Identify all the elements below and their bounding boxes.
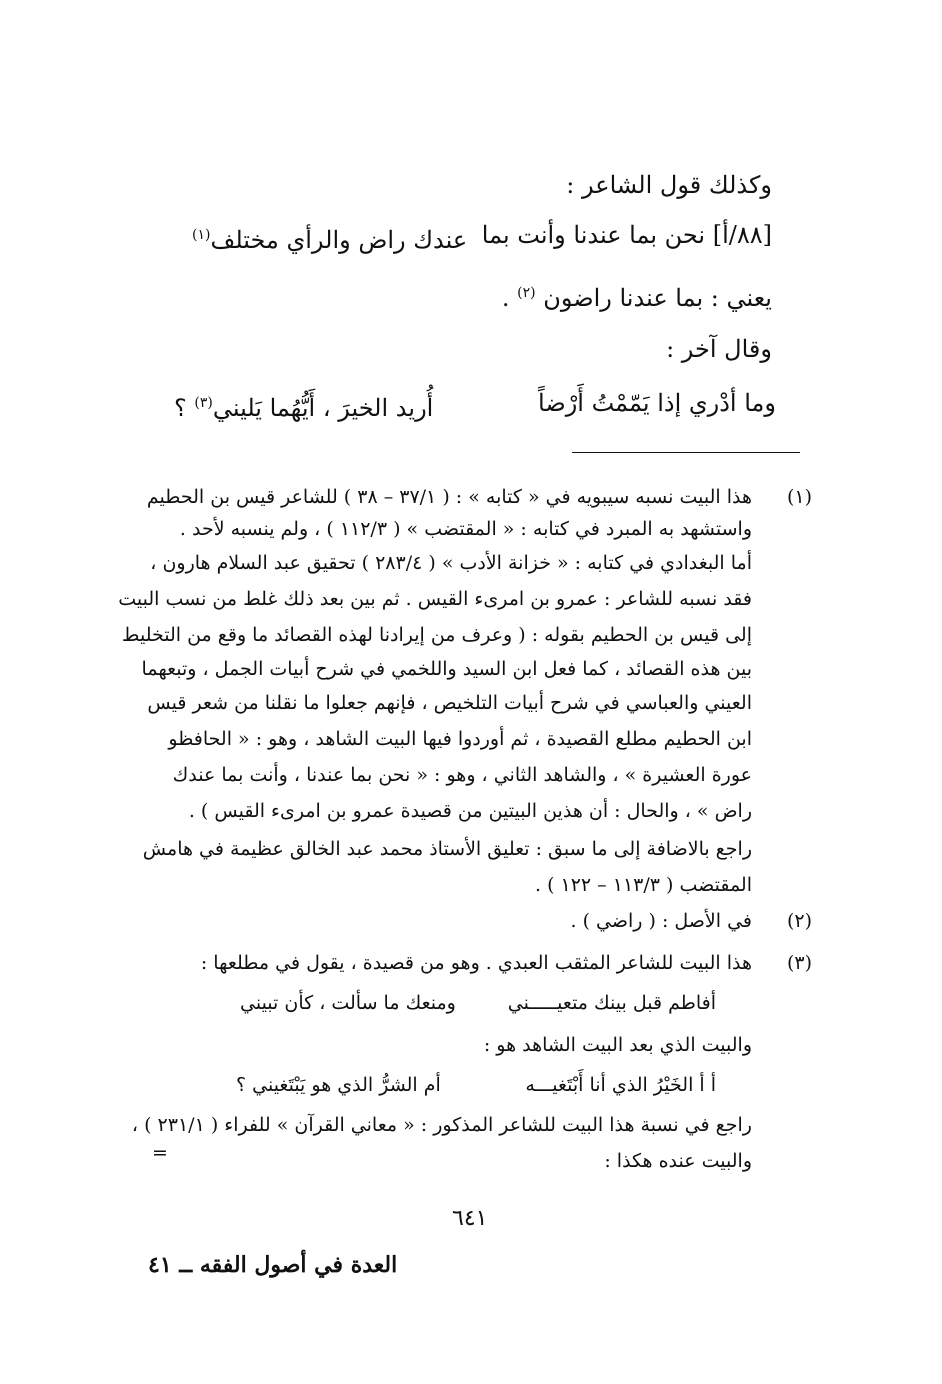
- footnote-1-line: إلى قيس بن الحطيم بقوله : ( وعرف من إيرادنا لهذه القصائد ما وقع من التخليط: [121, 624, 752, 646]
- footnote-3-line-a: راجع في نسبة هذا البيت للشاعر المذكور : « معاني القرآن » للفراء ( ٢٣١/١ ) ،: [131, 1114, 752, 1136]
- explanation-end: .: [501, 284, 510, 312]
- footnote-3-verse-b-first: أ أ الخَيْرُ الذي أنا أَبْتَغيـــه: [525, 1074, 716, 1096]
- footnote-1-line: بين هذه القصائد ، كما فعل ابن السيد واللخمي في شرح أبيات الجمل ، وتبعهما: [141, 658, 752, 680]
- footnote-1-line: فقد نسبه للشاعر : عمرو بن امرىء القيس . ثم بين بعد ذلك غلط من نسب البيت: [118, 588, 752, 610]
- verse2-second-hemistich: أُريد الخيرَ ، أَيُّهُما يَليني: [212, 394, 434, 422]
- footnote-ref-2: (٢): [517, 285, 536, 301]
- page-number: ٦٤١: [452, 1206, 488, 1231]
- footnote-3-after: والبيت الذي بعد البيت الشاهد هو :: [483, 1034, 752, 1056]
- footnote-3-number: (٣): [786, 952, 812, 974]
- footnote-divider: [572, 452, 800, 453]
- main-line-another: وقال آخر :: [666, 335, 772, 363]
- footnote-1-line: راجع بالاضافة إلى ما سبق : تعليق الأستاذ محمد عبد الخالق عظيمة في هامش: [142, 838, 752, 860]
- verse2-first-hemistich: وما أدْري إذا يَمّمْتُ أَرْضاً: [538, 389, 776, 417]
- verse2-question-mark: ؟: [174, 394, 187, 422]
- footnote-1-line: العيني والعباسي في شرح أبيات التلخيص ، فإنهم جعلوا ما نقلنا من شعر قيس: [147, 692, 752, 714]
- verse1-second-hemistich-wrap: [192, 220, 467, 255]
- continuation-mark: =: [152, 1142, 168, 1164]
- footnote-1-line: هذا البيت نسبه سيبويه في « كتابه » : ( ٣٧/١ – ٣٨ ) للشاعر قيس بن الحطيم: [146, 486, 752, 508]
- footnote-2-text: في الأصل : ( راضي ) .: [570, 910, 752, 932]
- verse1-first-hemistich: [٨٨/أ] نحن بما عندنا وأنت بما: [481, 221, 772, 249]
- footnote-3-verse-a-first: أفاطم قبل بينك متعيـــــني: [507, 992, 716, 1014]
- footnote-3-verse-a-second: ومنعك ما سألت ، كأن تبيني: [240, 992, 456, 1014]
- footnote-3-verse-b-second: أم الشرُّ الذي هو يَبْتَغيني ؟: [236, 1074, 441, 1096]
- footnote-3-intro: هذا البيت للشاعر المثقب العبدي . وهو من قصيدة ، يقول في مطلعها :: [200, 952, 752, 974]
- footnote-1-line: ابن الحطيم مطلع القصيدة ، ثم أوردوا فيها البيت الشاهد ، وهو : « الحافظو: [168, 728, 752, 750]
- footnote-1-line: المقتضب ( ١١٣/٣ – ١٢٢ ) .: [534, 874, 752, 896]
- footnote-1-number: (١): [786, 486, 812, 508]
- footnote-ref-1: (١): [192, 227, 211, 243]
- main-line-explanation: [502, 278, 772, 313]
- footnote-3-line-b: والبيت عنده هكذا :: [604, 1150, 752, 1172]
- footnote-1-line: أما البغدادي في كتابه : « خزانة الأدب » ( ٢٨٣/٤ ) تحقيق عبد السلام هارون ،: [150, 552, 752, 574]
- footnote-1-line: راض » ، والحال : أن هذين البيتين من قصيدة عمرو بن امرىء القيس ) .: [188, 800, 752, 822]
- verse1-second-hemistich: عندك راض والرأي مختلف: [210, 226, 468, 254]
- main-line-intro: وكذلك قول الشاعر :: [566, 171, 772, 199]
- explanation-text: يعني : بما عندنا راضون: [543, 284, 772, 312]
- footnote-2-number: (٢): [786, 910, 812, 932]
- footnote-1-line: عورة العشيرة » ، والشاهد الثاني ، وهو : « نحن بما عندنا ، وأنت بما عندك: [172, 764, 752, 786]
- verse2-second-hemistich-wrap: [174, 388, 433, 423]
- footnote-ref-3: (٣): [194, 395, 213, 411]
- footnote-1-line: واستشهد به المبرد في كتابه : « المقتضب » ( ١١٢/٣ ) ، ولم ينسبه لأحد .: [179, 518, 752, 540]
- running-footer: العدة في أصول الفقه ــ ٤١: [148, 1252, 398, 1278]
